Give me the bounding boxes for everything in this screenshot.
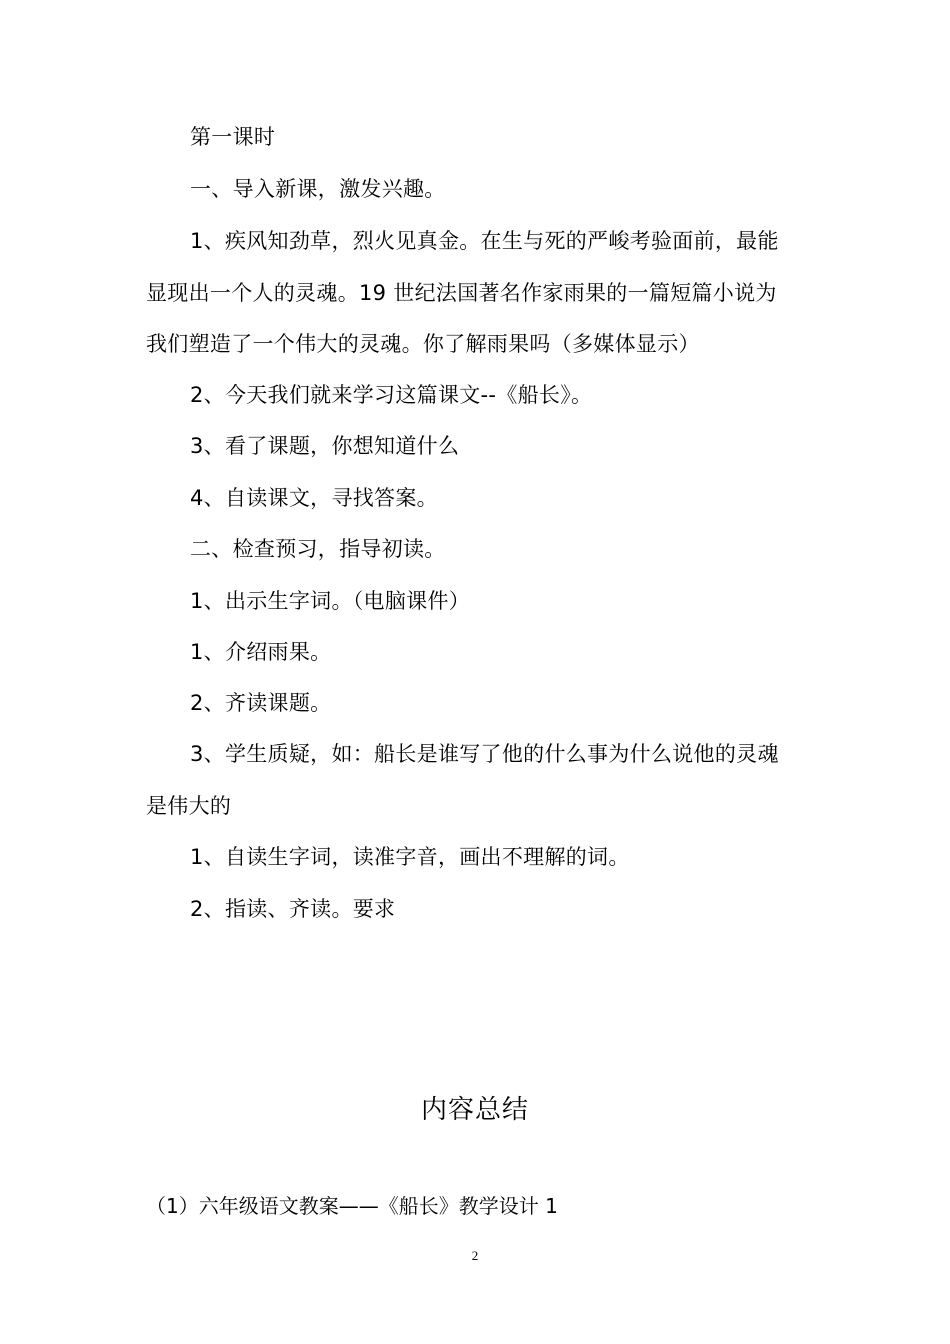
section-title-intro: 一、导入新课，激发兴趣。	[190, 177, 446, 201]
paragraph-line: 4、自读课文，寻找答案。	[190, 486, 438, 510]
paragraph-line: 1、疾风知劲草，烈火见真金。在生与死的严峻考验面前，最能	[190, 229, 779, 253]
paragraph-line: 1、自读生字词，读准字音，画出不理解的词。	[190, 845, 630, 869]
summary-item: （1）六年级语文教案——《船长》教学设计 1	[146, 1194, 558, 1218]
paragraph-line: 显现出一个人的灵魂。19 世纪法国著名作家雨果的一篇短篇小说为	[146, 281, 777, 305]
paragraph-line: 2、齐读课题。	[190, 691, 332, 715]
paragraph-line: 3、看了课题，你想知道什么	[190, 434, 460, 458]
paragraph-line: 1、介绍雨果。	[190, 640, 332, 664]
section-title-preview: 二、检查预习，指导初读。	[190, 537, 446, 561]
summary-title: 内容总结	[420, 1095, 529, 1125]
paragraph-line: 2、指读、齐读。要求	[190, 897, 396, 921]
paragraph-line: 2、今天我们就来学习这篇课文--《船长》。	[190, 383, 593, 407]
paragraph-line: 1、出示生字词。（电脑课件）	[190, 589, 471, 613]
lesson-heading: 第一课时	[190, 125, 276, 149]
page-number: 2	[471, 1248, 479, 1263]
paragraph-line: 是伟大的	[146, 794, 232, 818]
paragraph-line: 我们塑造了一个伟大的灵魂。你了解雨果吗（多媒体显示）	[146, 332, 700, 356]
paragraph-line: 3、学生质疑，如：船长是谁写了他的什么事为什么说他的灵魂	[190, 742, 779, 766]
